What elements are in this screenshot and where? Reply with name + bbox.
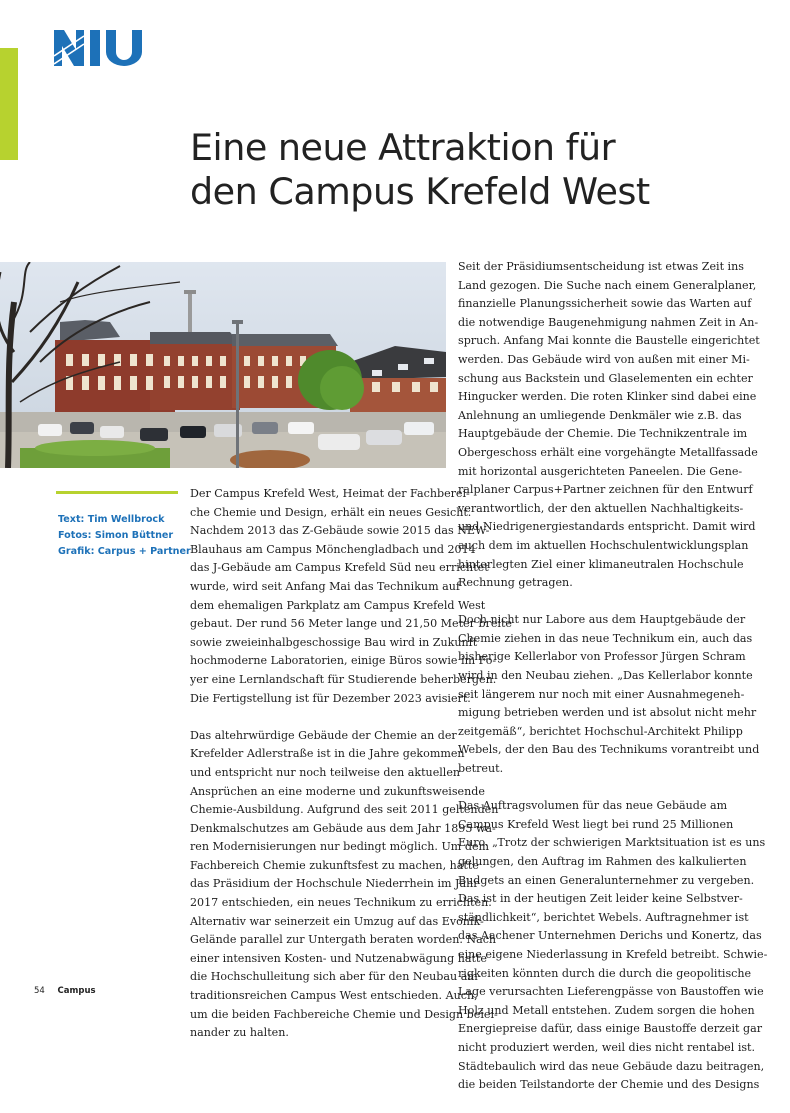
text-line: rigkeiten könnten durch die durch die geopolitische bbox=[458, 966, 752, 980]
text-line: Denkmalschutzes am Gebäude aus dem Jahr 1895 wa- bbox=[190, 821, 496, 835]
text-line: die notwendige Baugenehmigung nahmen Zeit in An- bbox=[458, 315, 759, 329]
paragraph bbox=[458, 611, 760, 778]
text-line: Webels, der den Bau des Technikums vorantreibt und bbox=[458, 743, 760, 757]
text-line: Das altehrwürdige Gebäude der Chemie an der bbox=[190, 728, 457, 742]
text-line: eine eigene Niederlassung in Krefeld betreibt. Schwie- bbox=[458, 947, 768, 961]
text-line: Euro. „Trotz der schwierigen Marktsituation ist es uns bbox=[458, 836, 766, 850]
body-column-right bbox=[458, 258, 768, 1113]
text-line: ralplaner Carpus+Partner zeichnen für den Entwurf bbox=[458, 483, 753, 497]
text-line: Budgets an einen Generalunternehmer zu vergeben. bbox=[458, 873, 755, 887]
text-line: wurde, wird seit Anfang Mai das Technikum auf bbox=[190, 579, 460, 593]
text-line: Hauptgebäude der Chemie. Die Technikzentrale im bbox=[458, 427, 748, 441]
credits-divider bbox=[56, 491, 178, 494]
text-line: einer intensiven Kosten- und Nutzenabwägung hatte bbox=[190, 951, 487, 965]
text-line: Energiepreise dafür, dass einige Baustoffe derzeit gar bbox=[458, 1022, 763, 1036]
text-line: nicht produziert werden, weil dies nicht rentabel ist. bbox=[458, 1040, 756, 1054]
text-line: che Chemie und Design, erhält ein neues Gesicht. bbox=[190, 505, 472, 519]
paragraph bbox=[458, 258, 760, 593]
text-line: yer eine Lernlandschaft für Studierende beherbergen. bbox=[190, 672, 497, 686]
accent-bar bbox=[0, 48, 18, 160]
page-title bbox=[190, 126, 750, 214]
text-line: Obergeschoss erhält eine vorgehängte Metallfassade bbox=[458, 445, 758, 459]
text-line: und Niedrigenergiestandards entspricht. Damit wird bbox=[458, 520, 756, 534]
credit-text: Text: Tim Wellbrock bbox=[58, 514, 165, 525]
text-line: 2017 entschieden, ein neues Technikum zu errichten. bbox=[190, 896, 492, 910]
text-line: migung betrieben werden und ist absolut nicht mehr bbox=[458, 706, 757, 720]
text-line: wird in den Neubau ziehen. „Das Kellerlabor konnte bbox=[458, 669, 753, 683]
text-line: spruch. Anfang Mai konnte die Baustelle eingerichtet bbox=[458, 334, 760, 348]
text-line: gelungen, den Auftrag im Rahmen des kalkulierten bbox=[458, 855, 747, 868]
paragraph bbox=[458, 797, 768, 1095]
text-line: das J-Gebäude am Campus Krefeld Süd neu errichtet bbox=[190, 561, 489, 575]
text-line: Das ist in der heutigen Zeit leider keine Selbstver- bbox=[458, 892, 743, 906]
text-line: Fachbereich Chemie zukunftsfest zu machen, hatte bbox=[190, 858, 479, 872]
text-line: finanzielle Planungssicherheit sowie das Warten auf bbox=[458, 297, 752, 311]
page-number: 54 bbox=[34, 986, 45, 996]
section-name: Campus bbox=[57, 986, 96, 996]
text-line: auch dem im aktuellen Hochschulentwicklungsplan bbox=[458, 538, 749, 552]
text-line: gebaut. Der rund 56 Meter lange und 21,50 Meter breite bbox=[190, 617, 512, 631]
text-line: verantwortlich, der den aktuellen Nachhaltigkeits- bbox=[458, 501, 744, 515]
text-line: Holz und Metall entstehen. Zudem sorgen die hohen bbox=[458, 1003, 755, 1017]
text-line: schung aus Backstein und Glaselementen ein echter bbox=[458, 371, 753, 385]
hsnr-logo-icon bbox=[54, 30, 146, 66]
text-line: Chemie ziehen in das neue Technikum ein, auch das bbox=[458, 631, 753, 645]
text-line: ständlichkeit“, berichtet Webels. Auftragnehmer ist bbox=[458, 910, 749, 924]
text-line: Blauhaus am Campus Mönchengladbach und 2014 bbox=[190, 542, 476, 556]
text-line: das Aachener Unternehmen Derichs und Konertz, das bbox=[458, 929, 762, 943]
text-line: und entspricht nur noch teilweise den aktuellen bbox=[190, 765, 461, 779]
text-line: werden. Das Gebäude wird von außen mit einer Mi- bbox=[458, 352, 750, 366]
text-line: Der Campus Krefeld West, Heimat der Fachberei- bbox=[190, 487, 470, 500]
text-line: das Präsidium der Hochschule Niederrhein im Jahr bbox=[190, 877, 479, 891]
text-line: die beiden Teilstandorte der Chemie und des Designs bbox=[458, 1078, 760, 1092]
text-line: Die Fertigstellung ist für Dezember 2023 avisiert. bbox=[190, 691, 471, 705]
title-line-2: den Campus Krefeld West bbox=[190, 170, 650, 213]
text-line: hochmoderne Laboratorien, einige Büros sowie im Fo- bbox=[190, 654, 497, 668]
credit-graphic: Grafik: Carpus + Partner bbox=[58, 546, 191, 557]
text-line: Doch nicht nur Labore aus dem Hauptgebäude der bbox=[458, 613, 746, 627]
credits bbox=[58, 512, 191, 560]
text-line: ren Modernisierungen nur bedingt möglich. Um dem bbox=[190, 840, 490, 854]
text-line: um die beiden Fachbereiche Chemie und Design beiei- bbox=[190, 1007, 498, 1021]
text-line: Gelände parallel zur Untergath beraten worden. Nach bbox=[190, 933, 497, 947]
text-line: Anlehnung an umliegende Denkmäler wie z.B. das bbox=[458, 408, 742, 422]
text-line: Campus Krefeld West liegt bei rund 25 Millionen bbox=[458, 817, 734, 831]
text-line: Nachdem 2013 das Z-Gebäude sowie 2015 das NEW- bbox=[190, 524, 490, 538]
campus-building-photo-icon bbox=[0, 262, 446, 468]
text-line: Alternativ war seinerzeit ein Umzug auf das Evonik- bbox=[190, 914, 484, 928]
page-footer bbox=[34, 986, 96, 996]
text-line: traditionsreichen Campus West entschieden. Auch, bbox=[190, 989, 478, 1003]
text-line: die Hochschulleitung sich aber für den Neubau am bbox=[190, 970, 478, 984]
text-line: betreut. bbox=[458, 762, 504, 776]
text-line: zeitgemäß“, berichtet Hochschul-Architekt Philipp bbox=[458, 724, 743, 738]
text-line: Ansprüchen an eine moderne und zukunftsweisende bbox=[190, 784, 485, 798]
text-line: Chemie-Ausbildung. Aufgrund des seit 2011 geltenden bbox=[190, 803, 499, 817]
text-line: Lage verursachten Lieferengpässe von Baustoffen wie bbox=[458, 985, 764, 999]
text-line: dem ehemaligen Parkplatz am Campus Krefeld West bbox=[190, 598, 486, 612]
text-line: Städtebaulich wird das neue Gebäude dazu beitragen, bbox=[458, 1059, 765, 1073]
paragraph bbox=[190, 485, 512, 708]
text-line: mit horizontal ausgerichteten Paneelen. Die Gene- bbox=[458, 464, 743, 478]
text-line: Hingucker werden. Die roten Klinker sind dabei eine bbox=[458, 390, 757, 404]
text-line: nander zu halten. bbox=[190, 1026, 289, 1040]
text-line: Land gezogen. Die Suche nach einem Generalplaner, bbox=[458, 278, 757, 292]
text-line: bisherige Kellerlabor von Professor Jürgen Schram bbox=[458, 650, 746, 664]
text-line: hinterlegten Ziel einer klimaneutralen Hochschule bbox=[458, 557, 744, 571]
text-line: Das Auftragsvolumen für das neue Gebäude am bbox=[458, 799, 728, 813]
title-line-1: Eine neue Attraktion für bbox=[190, 126, 616, 169]
credit-photos: Fotos: Simon Büttner bbox=[58, 530, 174, 541]
text-line: Krefelder Adlerstraße ist in die Jahre gekommen bbox=[190, 747, 465, 761]
text-line: seit längerem nur noch mit einer Ausnahmegeneh- bbox=[458, 687, 745, 701]
text-line: sowie zweieinhalbgeschossige Bau wird in Zukunft bbox=[190, 635, 478, 649]
text-line: Seit der Präsidiumsentscheidung ist etwas Zeit ins bbox=[458, 260, 744, 273]
text-line: Rechnung getragen. bbox=[458, 576, 573, 590]
